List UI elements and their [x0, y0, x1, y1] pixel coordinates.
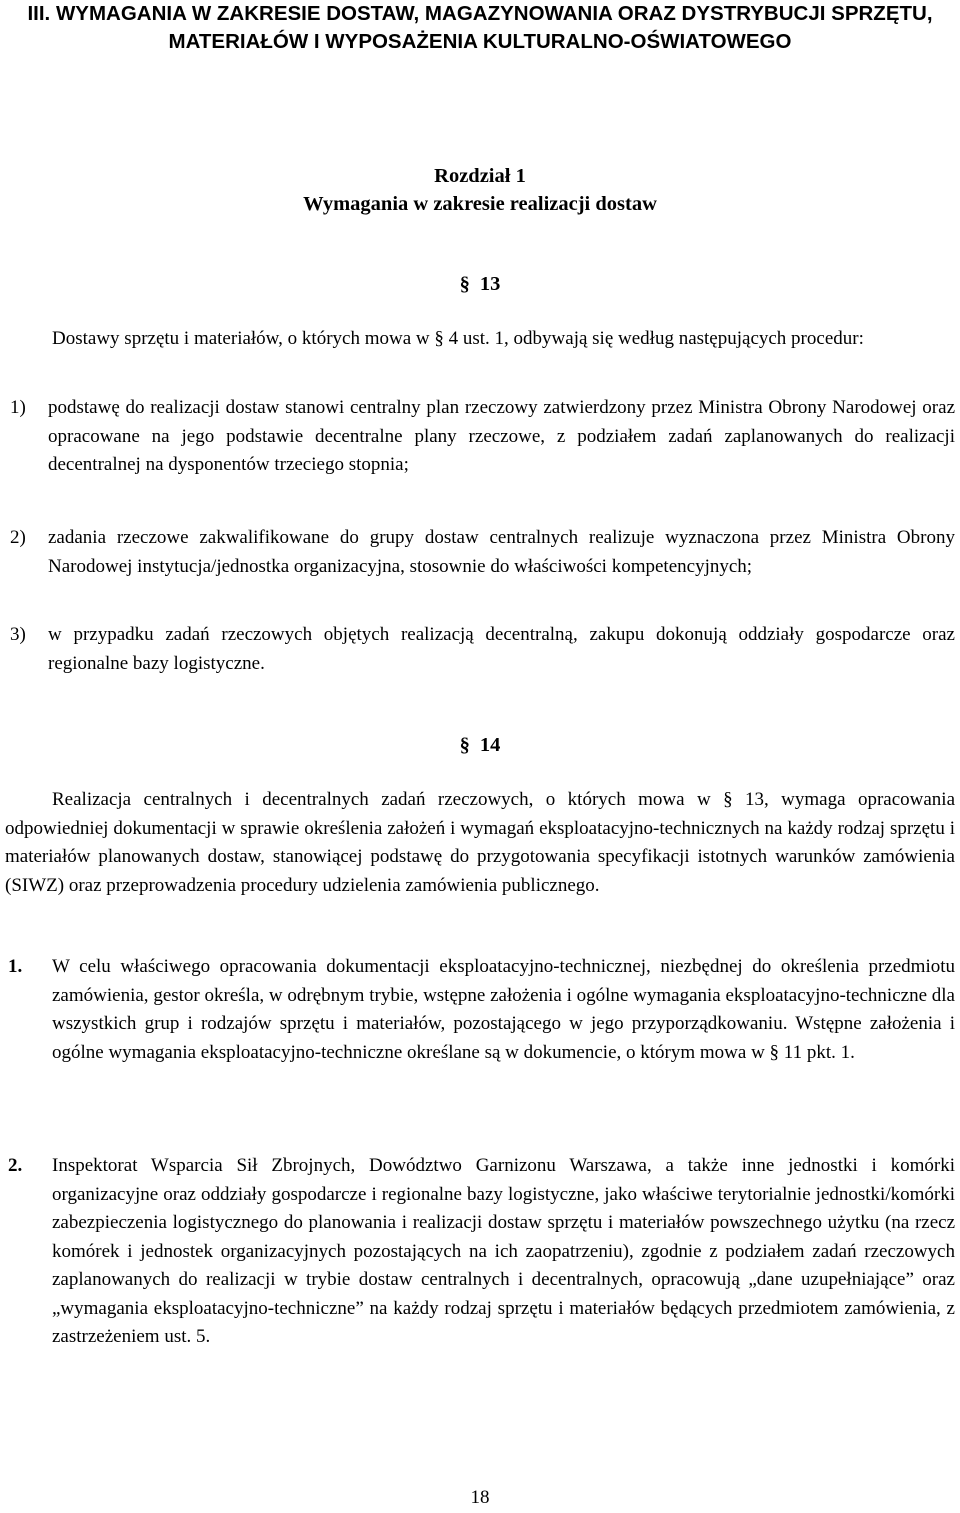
list-item-text: zadania rzeczowe zakwalifikowane do grupy dostaw centralnych realizuje wyznaczona przez Ministra Obrony Narodowej instytucja/jednostka organizacyjna, stosownie do właściwości kompetencyjnych;: [48, 527, 955, 577]
section-sign-icon: §: [459, 273, 470, 295]
paragraph-14-heading: [0, 731, 960, 759]
list-item: [5, 621, 955, 678]
paragraph-13-intro: Dostawy sprzętu i materiałów, o których mowa w § 4 ust. 1, odbywają się według następujących procedur:: [52, 328, 864, 349]
numbered-point: [5, 953, 955, 1067]
paragraph-14-number: 14: [479, 734, 501, 756]
chapter-heading: [0, 162, 960, 218]
list-item-number: 1): [10, 397, 26, 418]
point-number: 2.: [8, 1155, 23, 1176]
section-sign-icon: §: [459, 734, 470, 756]
chapter-label: Rozdział 1: [434, 165, 526, 187]
list-item-number: 3): [10, 624, 26, 645]
point-text: W celu właściwego opracowania dokumentacji eksploatacyjno-technicznej, niezbędnej do określenia przedmiotu zamówienia, gestor określa, w odrębnym trybie, wstępne założenia i ogólne wymagania eksploatacyjno-techniczne dla wszystkich grup i rodzajów sprzętu i materiałów, pozostającego w jego przyporządkowaniu. Wstępne założenia i ogólne wymagania eksploatacyjno-techniczne określane są w dokumencie, o którym mowa w § 11 pkt. 1.: [52, 956, 955, 1063]
point-text: Inspektorat Wsparcia Sił Zbrojnych, Dowództwo Garnizonu Warszawa, a także inne jednostki i komórki organizacyjne oraz oddziały gospodarcze i regionalne bazy logistyczne, jako właściwe terytorialnie jednostki/komórki zabezpieczenia logistycznego do planowania i realizacji dostaw sprzętu i materiałów powszechnego użytku (na rzecz komórek i jednostek organizacyjnych pozostających na ich zaopatrzeniu), zgodnie z podziałem zadań rzeczowych zaplanowanych do realizacji w trybie dostaw centralnych i decentralnych, opracowują „dane uzupełniające” oraz „wymagania eksploatacyjno-techniczne” na każdy rodzaj sprzętu i materiałów będących przedmiotem zamówienia, z zastrzeżeniem ust. 5.: [52, 1155, 955, 1347]
numbered-point: [5, 1152, 955, 1352]
chapter-title: Wymagania w zakresie realizacji dostaw: [303, 193, 657, 215]
list-item-text: podstawę do realizacji dostaw stanowi centralny plan rzeczowy zatwierdzony przez Ministra Obrony Narodowej oraz opracowane na jego podstawie decentralne plany rzeczowe, z podziałem zadań zaplanowanych do realizacji decentralnej na dysponentów trzeciego stopnia;: [48, 397, 955, 475]
list-item-text: w przypadku zadań rzeczowych objętych realizacją decentralną, zakupu dokonują oddziały gospodarcze oraz regionalne bazy logistyczne.: [48, 624, 955, 674]
point-number: 1.: [8, 956, 23, 977]
list-item: [5, 524, 955, 581]
list-item-number: 2): [10, 527, 26, 548]
paragraph-14-intro: Realizacja centralnych i decentralnych zadań rzeczowych, o których mowa w § 13, wymaga opracowania odpowiedniej dokumentacji w sprawie określenia założeń i wymagań eksploatacyjno-technicznych na każdy rodzaj sprzętu i materiałów planowanych dostaw, stanowiącej podstawę do przygotowania specyfikacji istotnych warunków zamówienia (SIWZ) oraz przeprowadzenia procedury udzielenia zamówienia publicznego.: [5, 789, 955, 896]
paragraph-13-number: 13: [479, 273, 501, 295]
page-number: 18: [470, 1487, 490, 1508]
list-item: [5, 394, 955, 480]
section-heading: III. WYMAGANIA W ZAKRESIE DOSTAW, MAGAZYNOWANIA ORAZ DYSTRYBUCJI SPRZĘTU, MATERIAŁÓW I WYPOSAŻENIA KULTURALNO-OŚWIATOWEGO: [27, 2, 933, 53]
paragraph-13-heading: [0, 270, 960, 298]
